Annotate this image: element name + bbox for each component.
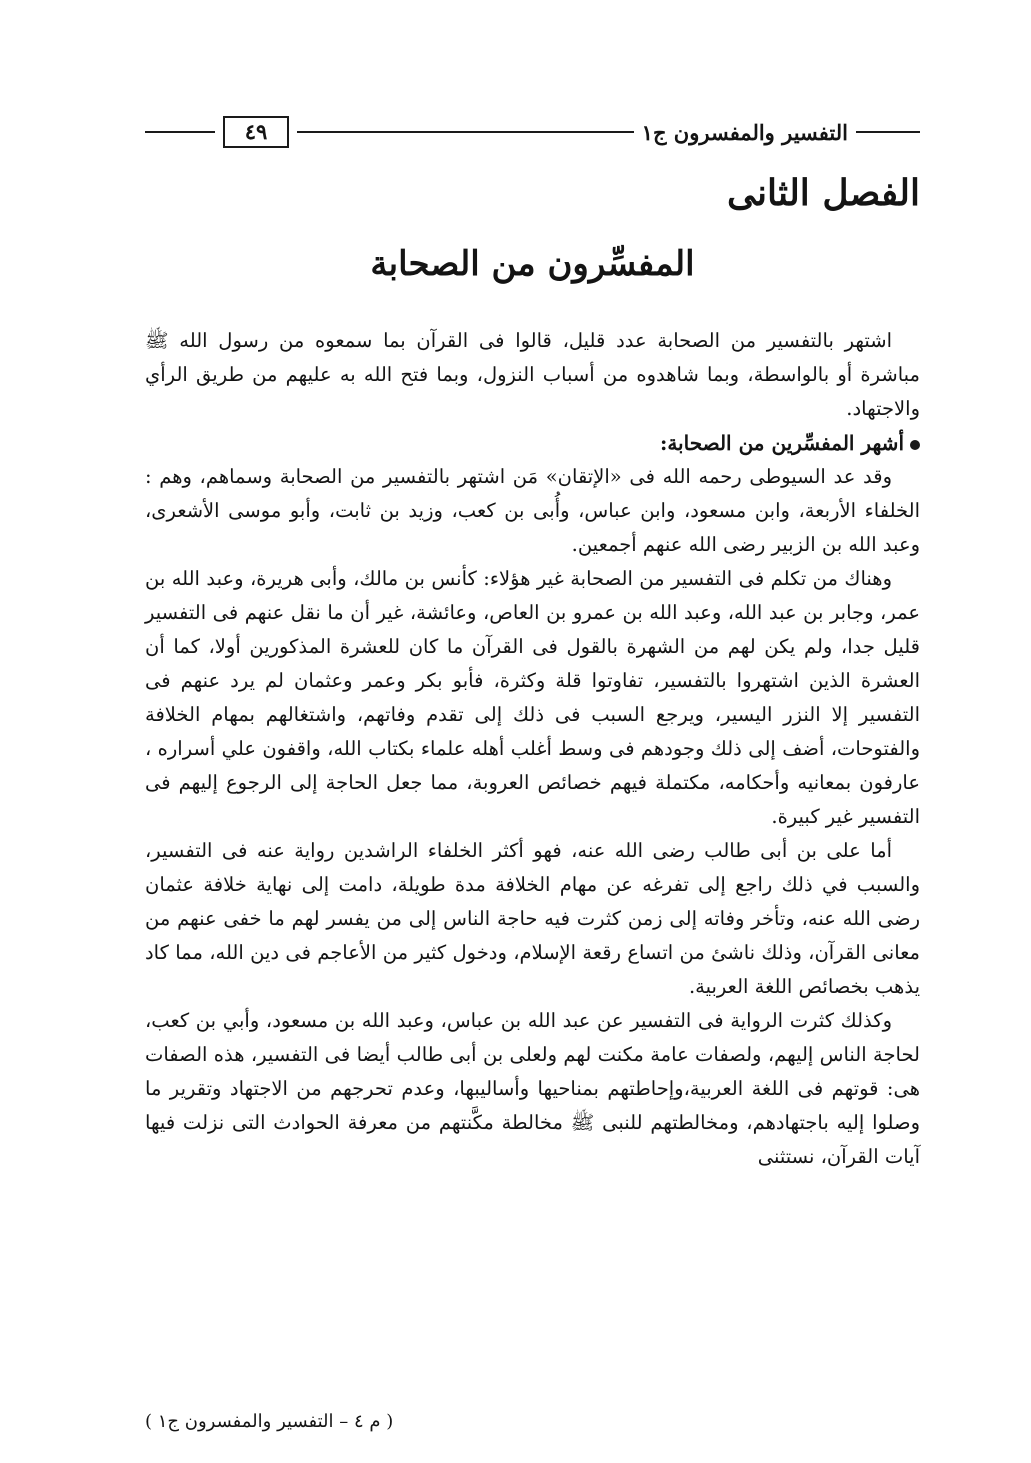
- paragraph: اشتهر بالتفسير من الصحابة عدد قليل، قالوا فى القرآن بما سمعوه من رسول الله ﷺ مباشرة أو بالواسطة، وبما شاهدوه من أسباب النزول، وبما فتح الله به عليهم من طريق الرأي والاجتهاد.: [145, 329, 920, 420]
- running-title: التفسير والمفسرون ج١: [641, 119, 848, 145]
- header-rule-middle: [297, 131, 634, 133]
- page-number: ٤٩: [223, 116, 289, 148]
- paragraph: وهناك من تكلم فى التفسير من الصحابة غير هؤلاء: كأنس بن مالك، وأبى هريرة، وعبد الله بن عمر، وجابر بن عبد الله، وعبد الله بن عمرو بن العاص، وعائشة، غير أن ما نقل عنهم فى التفسير قليل جدا، ولم يكن لهم من الشهرة بالقول فى القرآن ما كان للعشرة المذكورين أولا، كما أن العشرة الذين اشتهروا بالتفسير، تفاوتوا قلة وكثرة، فأبو بكر وعمر وعثمان لم يرد عنهم فى التفسير إلا النزر اليسير، ويرجع السبب فى ذلك إلى تقدم وفاتهم، واشتغالهم بمهام الخلافة والفتوحات، أضف إلى ذلك وجودهم فى وسط أغلب أهله علماء بكتاب الله، واقفون علي أسراره ، عارفون بمعانيه وأحكامه، مكتملة فيهم خصائص العروبة، مما جعل الحاجة إلى الرجوع إليهم فى التفسير غير كبيرة.: [145, 567, 920, 828]
- paragraph: وكذلك كثرت الرواية فى التفسير عن عبد الله بن عباس، وعبد الله بن مسعود، وأبي بن كعب، لحاجة الناس إليهم، ولصفات عامة مكنت لهم ولعلى بن أبى طالب أيضا فى التفسير، هذه الصفات هى: قوتهم فى اللغة العربية،وإحاطتهم بمناحيها وأساليبها، وعدم تحرجهم من الاجتهاد وتقرير ما وصلوا إليه باجتهادهم، ومخالطتهم للنبى ﷺ مخالطة مكَّنتهم من معرفة الحوادث التى نزلت فيها آيات القرآن، نستثنى: [145, 1009, 920, 1168]
- book-page: [145, 112, 920, 1432]
- section-title: المفسِّرون من الصحابة: [370, 244, 695, 284]
- chapter-title: الفصل الثانى: [726, 172, 920, 214]
- bullet-icon: [910, 440, 920, 450]
- body-text: [145, 324, 920, 1174]
- subheading-text: أشهر المفسِّرين من الصحابة:: [659, 431, 904, 455]
- paragraph: أما على بن أبى طالب رضى الله عنه، فهو أكثر الخلفاء الراشدين رواية عنه فى التفسير، والسبب في ذلك راجع إلى تفرغه عن مهام الخلافة مدة طويلة، دامت إلى نهاية خلافة عثمان رضى الله عنه، وتأخر وفاته إلى زمن كثرت فيه حاجة الناس إلى من يفسر لهم ما خفى عنهم من معانى القرآن، وذلك ناشئ من اتساع رقعة الإسلام، ودخول كثير من الأعاجم فى دين الله، مما كاد يذهب بخصائص اللغة العربية.: [145, 839, 920, 998]
- subheading: [145, 426, 920, 460]
- running-header: [145, 112, 920, 152]
- footer-note: ( م ٤ – التفسير والمفسرون ج١ ): [145, 1411, 394, 1432]
- header-rule-left: [145, 131, 215, 133]
- header-rule-right: [856, 131, 920, 133]
- paragraph: وقد عد السيوطى رحمه الله فى «الإتقان» مَن اشتهر بالتفسير من الصحابة وسماهم، وهم : الخلفاء الأربعة، وابن مسعود، وابن عباس، وأُبى بن كعب، وزيد بن ثابت، وأبو موسى الأشعرى، وعبد الله بن الزبير رضى الله عنهم أجمعين.: [145, 465, 920, 556]
